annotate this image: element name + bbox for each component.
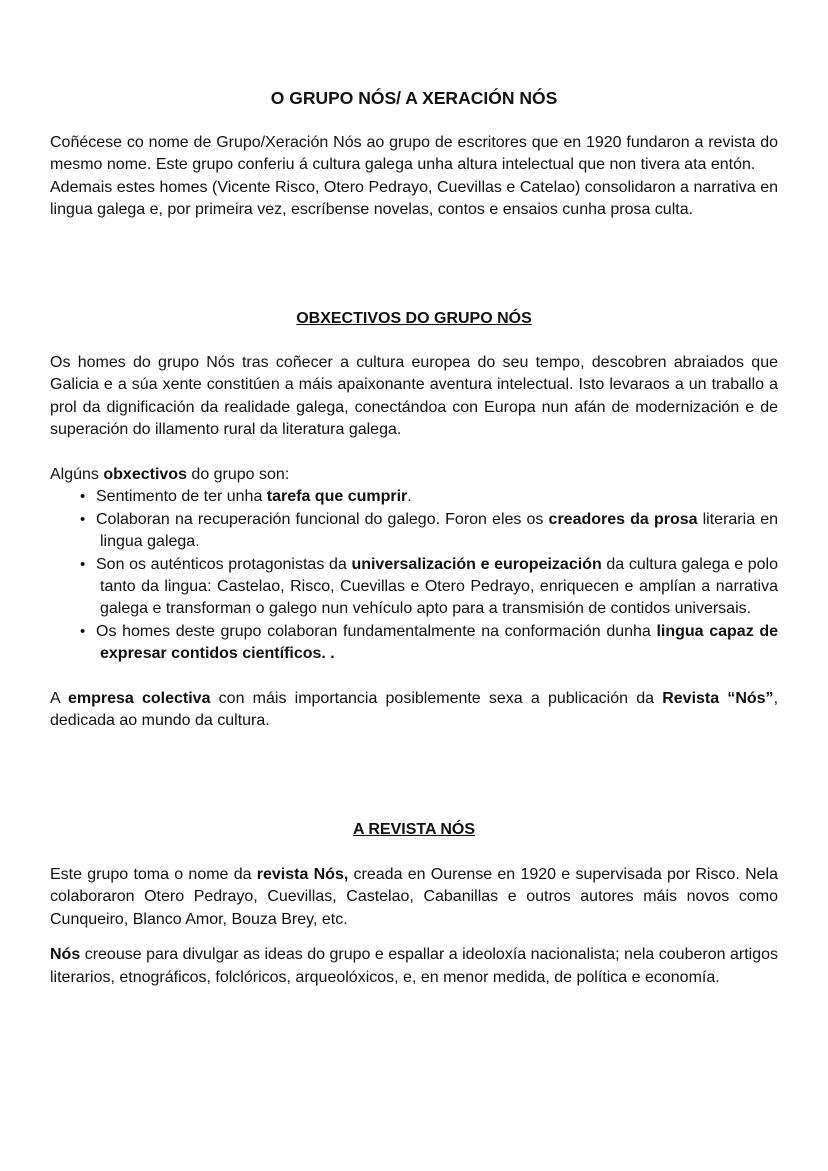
list-item xyxy=(50,554,778,621)
revista-paragraph xyxy=(50,944,778,989)
text-run: . xyxy=(407,488,412,506)
list-item xyxy=(50,486,778,508)
bold-text: Nós xyxy=(50,946,81,964)
text-run: Este grupo toma o nome da xyxy=(50,866,257,883)
closing-paragraph xyxy=(50,688,778,733)
text-run: con máis importancia posiblemente sexa a publicación da xyxy=(210,690,663,708)
text-run: Sentimento de ter unha xyxy=(96,488,267,506)
text-run: creada en Ourense en 1920 e supervisada por Risco. Nela colaboraron Otero Pedrayo, Cuevillas, Castelao, Cabanillas e outros autores máis novos como Cunqueiro, Blanco Amor, Bouza Brey, etc. xyxy=(50,866,778,928)
obxectivos-paragraph xyxy=(50,352,778,442)
intro-section xyxy=(50,132,778,222)
bold-text: revista Nós, xyxy=(256,866,349,883)
intro-paragraph xyxy=(50,132,778,177)
text-run: da cultura galega e polo tanto da lingua: Castelao, Risco, Cuevillas e Otero Pedrayo, enriquecen e amplían a narrativa galega e transforman o galego nun vehículo apto para a transmisión de contidos universais. xyxy=(100,555,779,618)
text-run: A xyxy=(50,690,68,708)
bold-text: Revista “Nós” xyxy=(662,690,774,708)
section-heading-revista: A REVISTA NÓS xyxy=(352,821,476,838)
list-item xyxy=(50,621,778,666)
text-run: Os homes do grupo Nós tras coñecer a cultura europea do seu tempo, descobren abraiados que Galicia e a súa xente constitúen a máis apaixonante aventura intelectual. Isto levaraos a un traballo a prol da dignificación da realidade galega, conectándoa con Europa nun afán de modernización e de superación do illamento rural da literatura galega. xyxy=(50,354,778,439)
text-run: Colaboran na recuperación funcional do galego. Foron eles os xyxy=(96,510,549,528)
bold-text: universalización e europeización xyxy=(351,555,602,573)
bold-text: empresa colectiva xyxy=(67,690,211,708)
obxectivos-section xyxy=(50,352,778,733)
text-run: do grupo son: xyxy=(186,466,290,484)
text-run: Son os auténticos protagonistas da xyxy=(96,555,352,573)
bold-text: obxectivos xyxy=(103,466,187,484)
intro-paragraph xyxy=(50,177,778,222)
bold-text: creadores da prosa xyxy=(548,510,698,528)
text-run: , dedicada ao mundo da cultura. xyxy=(50,690,779,730)
text-run: Algúns xyxy=(50,466,104,484)
section-heading-obxectivos: OBXECTIVOS DO GRUPO NÓS xyxy=(296,310,532,327)
text-run: literaria en lingua galega. xyxy=(100,510,779,551)
revista-paragraph xyxy=(50,864,778,931)
bold-text: tarefa que cumprir xyxy=(266,488,408,506)
text-run: Coñécese co nome de Grupo/Xeración Nós ao grupo de escritores que en 1920 fundaron a revista do mesmo nome. Este grupo conferiu á cultura galega unha altura intelectual que non tivera ata entón. xyxy=(50,134,778,174)
list-intro xyxy=(50,464,778,486)
bold-text: lingua capaz de expresar contidos científicos. . xyxy=(100,622,779,663)
text-run: creouse para divulgar as ideas do grupo e espallar a ideoloxía nacionalista; nela couberon artigos literarios, etnográficos, folclóricos, arqueolóxicos, e, en menor medida, de política e economía. xyxy=(50,946,778,986)
text-run: Ademais estes homes (Vicente Risco, Otero Pedrayo, Cuevillas e Catelao) consolidaron a narrativa en lingua galega e, por primeira vez, escríbense novelas, contos e ensaios cunha prosa culta. xyxy=(50,178,778,219)
text-run: Os homes deste grupo colaboran fundamentalmente na conformación dunha xyxy=(96,622,657,640)
revista-section xyxy=(50,864,778,989)
list-item xyxy=(50,509,778,554)
page-title: O GRUPO NÓS/ A XERACIÓN NÓS xyxy=(270,88,558,108)
obxectivos-list xyxy=(50,486,778,665)
